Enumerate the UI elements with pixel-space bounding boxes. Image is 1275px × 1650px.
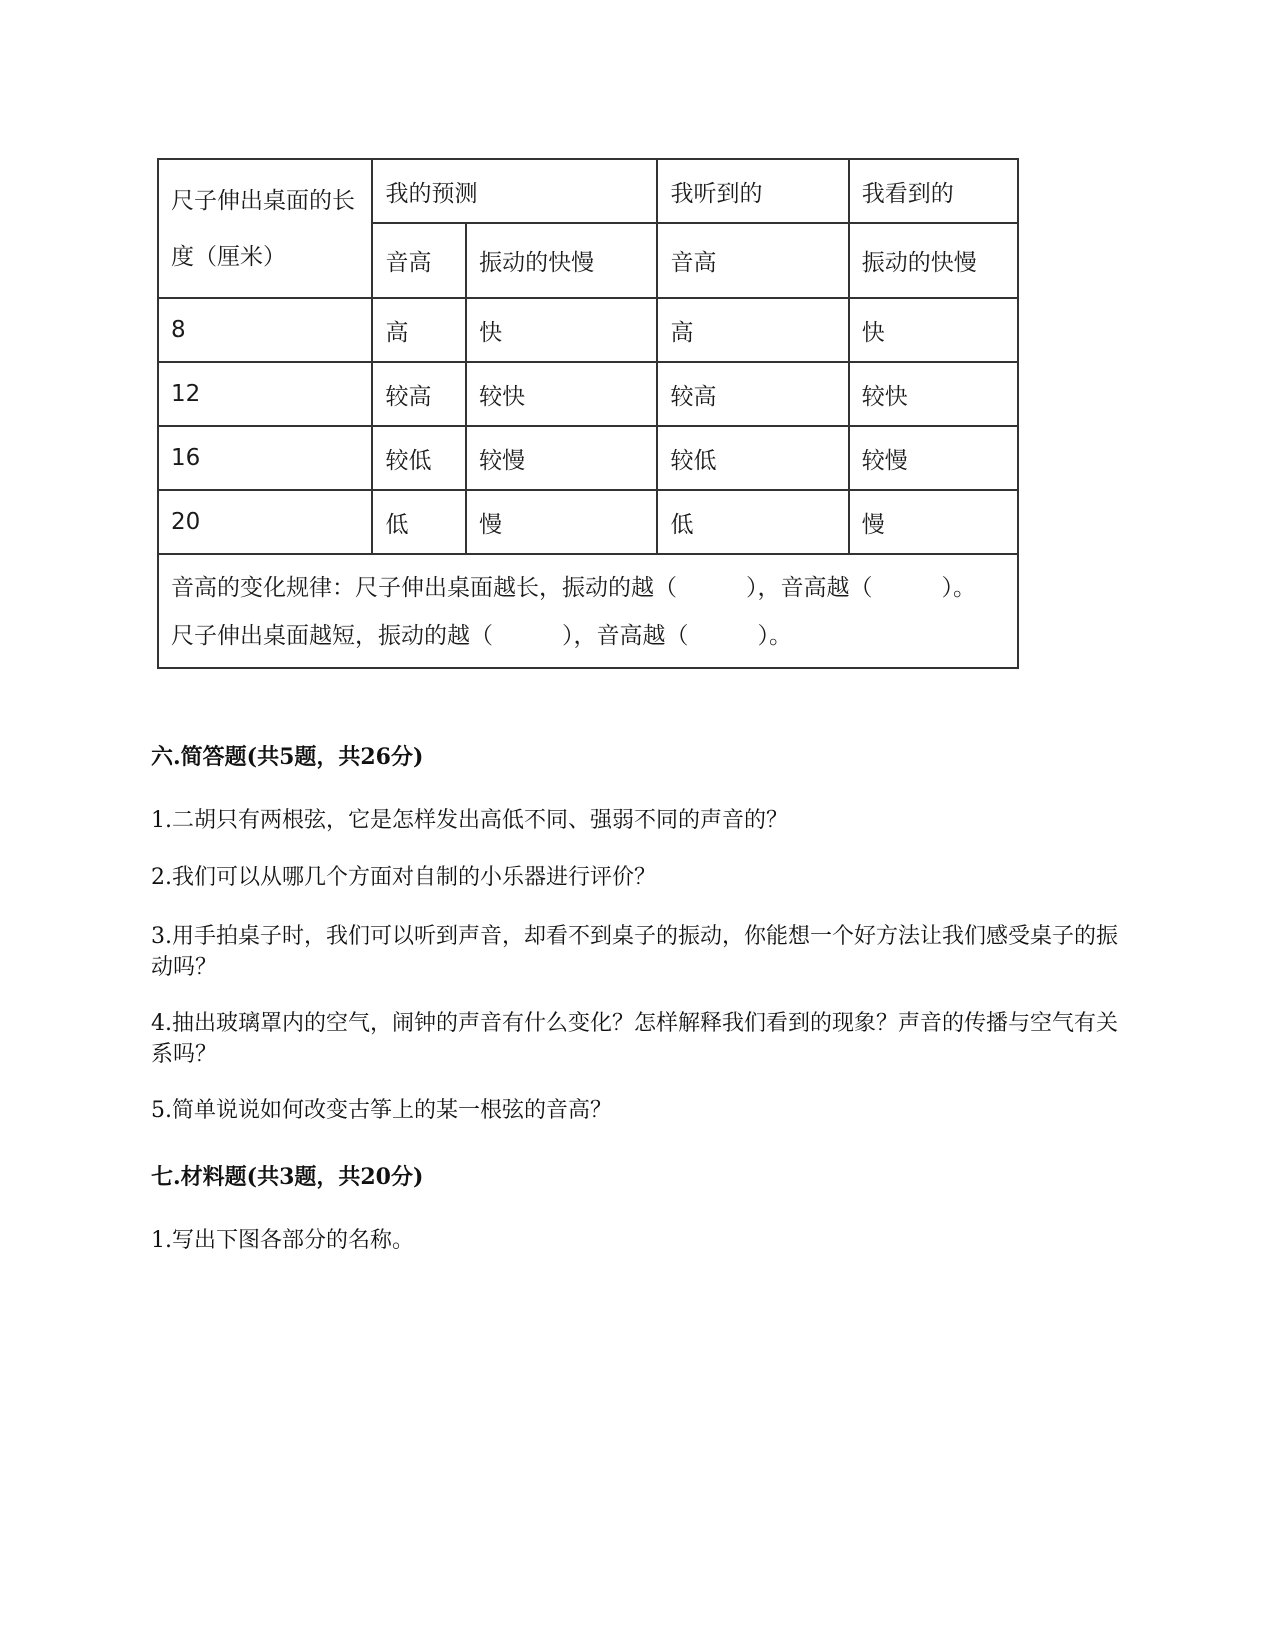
cell-saw-speed: 快 — [849, 298, 1018, 362]
cell-length: 12 — [158, 362, 372, 426]
cell-heard-pitch: 较高 — [657, 362, 848, 426]
cell-heard-pitch: 较低 — [657, 426, 848, 490]
question-item: 1.写出下图各部分的名称。 — [151, 1228, 414, 1253]
table-row — [158, 490, 1018, 554]
section-7-title: 七.材料题(共3题，共20分) — [151, 1164, 424, 1190]
question-item: 5.简单说说如何改变古筝上的某一根弦的音高？ — [151, 1098, 612, 1123]
cell-saw-speed: 慢 — [849, 490, 1018, 554]
subheader-pitch: 音高 — [372, 223, 466, 298]
rule-cell — [158, 554, 1018, 668]
header-length: 尺子伸出桌面的长度（厘米） — [158, 159, 372, 298]
table-row — [158, 426, 1018, 490]
question-item: 4.抽出玻璃罩内的空气，闹钟的声音有什么变化？怎样解释我们看到的现象？声音的传播与空气有关系吗？ — [151, 1011, 1118, 1067]
subheader-speed: 振动的快慢 — [466, 223, 657, 298]
cell-pred-speed: 较慢 — [466, 426, 657, 490]
cell-heard-pitch: 高 — [657, 298, 848, 362]
rule-line-1: 音高的变化规律：尺子伸出桌面越长，振动的越（ ），音高越（ ）。 — [171, 575, 976, 601]
table-row — [158, 362, 1018, 426]
cell-pred-pitch: 较低 — [372, 426, 466, 490]
cell-pred-speed: 较快 — [466, 362, 657, 426]
table-row — [158, 298, 1018, 362]
experiment-table — [157, 158, 1019, 669]
subheader-speed: 振动的快慢 — [849, 223, 1018, 298]
header-saw: 我看到的 — [849, 159, 1018, 223]
cell-saw-speed: 较慢 — [849, 426, 1018, 490]
cell-pred-pitch: 较高 — [372, 362, 466, 426]
table-header-row — [158, 159, 1018, 223]
table-rule-row — [158, 554, 1018, 668]
question-item: 1.二胡只有两根弦，它是怎样发出高低不同、强弱不同的声音的？ — [151, 808, 788, 833]
cell-length: 20 — [158, 490, 372, 554]
cell-pred-speed: 快 — [466, 298, 657, 362]
cell-length: 8 — [158, 298, 372, 362]
header-heard: 我听到的 — [657, 159, 848, 223]
cell-pred-pitch: 低 — [372, 490, 466, 554]
header-predict: 我的预测 — [372, 159, 657, 223]
rule-line-2: 尺子伸出桌面越短，振动的越（ ），音高越（ ）。 — [171, 623, 792, 649]
cell-length: 16 — [158, 426, 372, 490]
cell-saw-speed: 较快 — [849, 362, 1018, 426]
question-item: 2.我们可以从哪几个方面对自制的小乐器进行评价？ — [151, 865, 656, 890]
subheader-pitch: 音高 — [657, 223, 848, 298]
cell-heard-pitch: 低 — [657, 490, 848, 554]
section-6-title: 六.简答题(共5题，共26分) — [151, 744, 424, 770]
cell-pred-speed: 慢 — [466, 490, 657, 554]
question-item: 3.用手拍桌子时，我们可以听到声音，却看不到桌子的振动，你能想一个好方法让我们感受桌子的振动吗？ — [151, 924, 1118, 980]
cell-pred-pitch: 高 — [372, 298, 466, 362]
